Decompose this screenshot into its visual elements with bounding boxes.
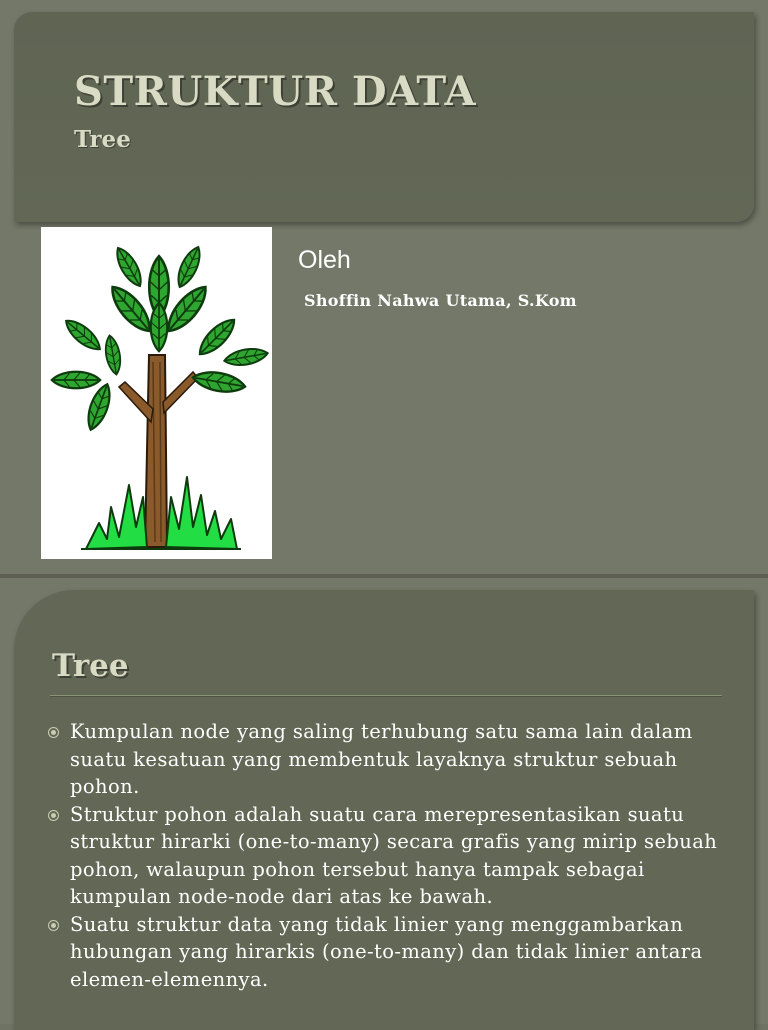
bullet-text: Kumpulan node yang saling terhubung satu sama lain dalam suatu kesatuan yang membentuk layaknya struktur sebuah pohon.: [70, 720, 693, 798]
title-band: [14, 12, 754, 222]
list-item: [48, 911, 738, 994]
circle-bullet-icon: [48, 810, 59, 821]
by-label: Oleh: [298, 246, 351, 274]
list-item: [48, 801, 738, 911]
title-rule: [50, 695, 722, 697]
slide-title-heading: STRUKTUR DATA: [74, 68, 477, 115]
tree-illustration: [41, 227, 272, 559]
circle-bullet-icon: [48, 727, 59, 738]
slide-tree-definition: [0, 578, 768, 1024]
list-item: [48, 718, 738, 801]
author-name: Shoffin Nahwa Utama, S.Kom: [304, 291, 577, 310]
slide-subtitle: Tree: [74, 126, 131, 153]
tree-icon: [41, 227, 272, 559]
bullet-text: Suatu struktur data yang tidak linier yang menggambarkan hubungan yang hirarkis (one-to-many) dan tidak linier antara elemen-elemennya.: [70, 912, 703, 991]
circle-bullet-icon: [48, 920, 59, 931]
bullet-text: Struktur pohon adalah suatu cara merepresentasikan suatu struktur hirarki (one-to-many) secara grafis yang mirip sebuah pohon, walaupun pohon tersebut hanya tampak sebagai kumpulan node-node dari atas ke bawah.: [70, 802, 718, 908]
section-title: Tree: [52, 648, 129, 684]
bullet-list: [48, 718, 738, 993]
